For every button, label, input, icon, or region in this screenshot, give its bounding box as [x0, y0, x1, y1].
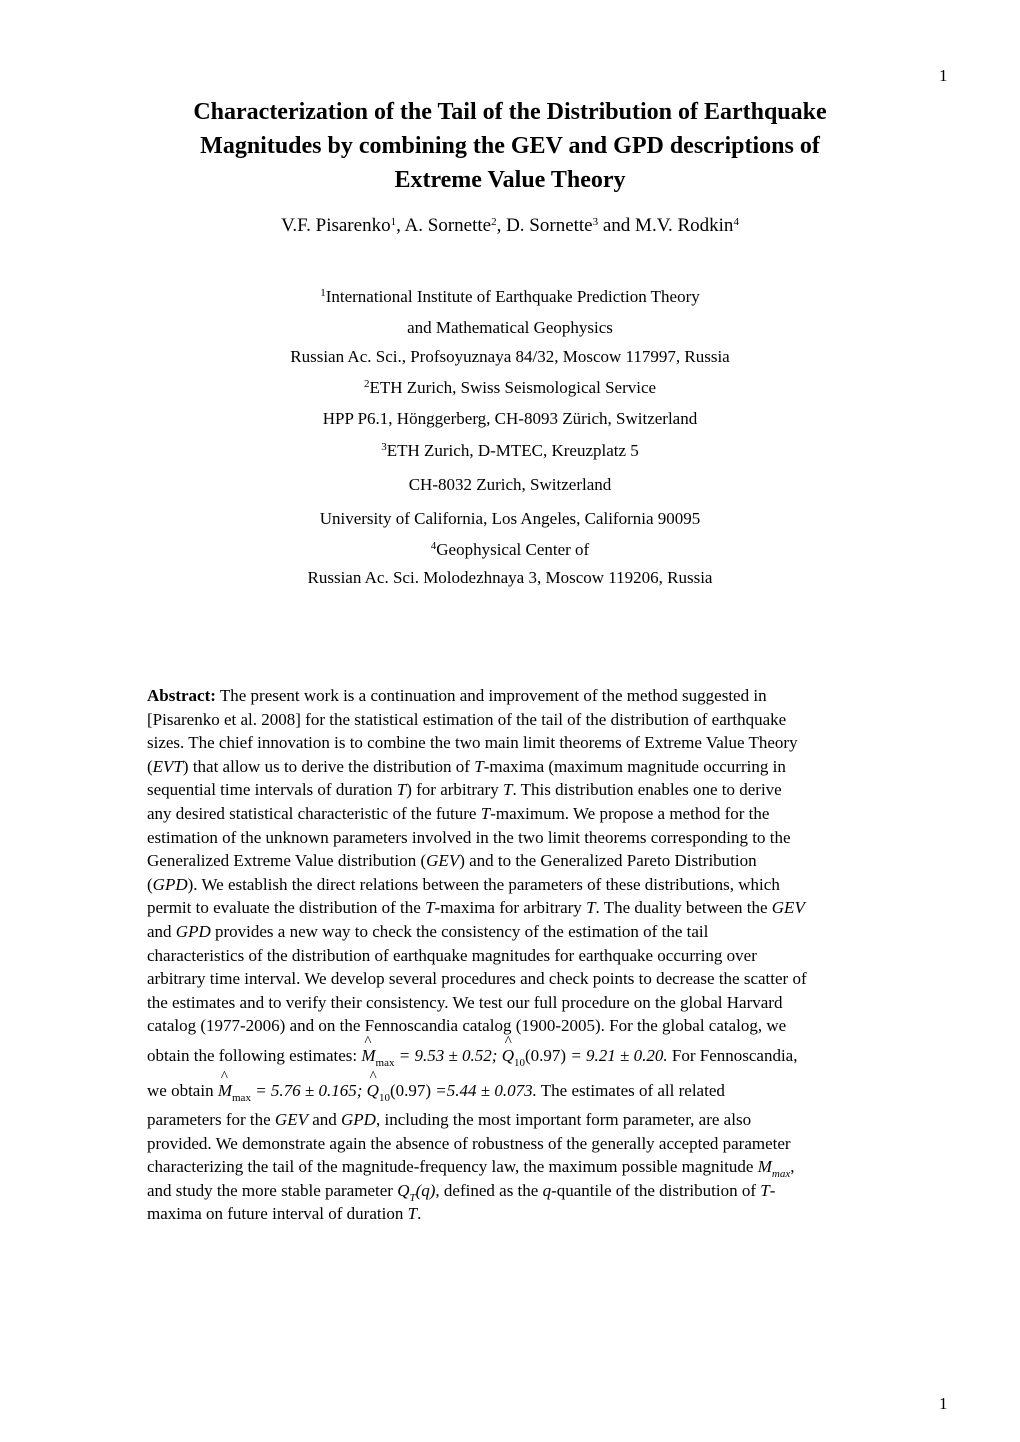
italic-term: T	[396, 780, 407, 800]
affiliation-line	[100, 280, 920, 314]
italic-term: T	[474, 756, 484, 776]
math-sub: max	[771, 1168, 791, 1181]
author-affil-mark: 4	[733, 216, 739, 228]
math-sub: T	[409, 1191, 416, 1204]
affil-text: Geophysical Center of	[436, 539, 590, 559]
abstract-line: arbitrary time interval. We develop several procedures and check points to decrease the scatter of	[147, 969, 807, 989]
affiliation-line: HPP P6.1, Hönggerberg, CH-8093 Zürich, Switzerland	[322, 409, 698, 428]
author-affil-mark: 1	[390, 216, 397, 228]
abstract-line: estimation of the unknown parameters involved in the two limit theorems corresponding to the	[147, 827, 791, 847]
affil-text: ETH Zurich, D-MTEC, Kreuzplatz 5	[386, 440, 639, 460]
paper-title	[100, 95, 920, 197]
affiliation-line: Russian Ac. Sci. Molodezhnaya 3, Moscow 119206, Russia	[307, 568, 713, 587]
abstract-line	[147, 755, 951, 779]
text: (	[147, 756, 153, 776]
abstract-line	[147, 802, 951, 826]
abstract-line: provided. We demonstrate again the absence of robustness of the generally accepted parameter	[147, 1133, 791, 1153]
math-sub: max	[232, 1091, 251, 1104]
affiliation-line	[100, 434, 920, 468]
author: , D. Sornette	[496, 215, 593, 236]
author: and M.V. Rodkin	[598, 215, 734, 236]
math-sub: 10	[378, 1091, 390, 1104]
math-q-hat: ^ Q	[502, 1038, 514, 1073]
italic-term: Q	[397, 1180, 410, 1200]
abstract-line	[147, 1073, 951, 1108]
math-sub: 10	[513, 1056, 525, 1069]
abstract-line	[147, 873, 951, 897]
affil-text: International Institute of Earthquake Prediction Theory	[325, 287, 700, 306]
text: (	[147, 874, 153, 894]
italic-term: T	[480, 803, 491, 823]
italic-term: T	[760, 1180, 770, 1200]
abstract-line	[147, 684, 951, 708]
abstract-line	[147, 1179, 951, 1203]
text: ,	[790, 1157, 795, 1177]
affiliation-line	[100, 536, 920, 565]
title-line: Magnitudes by combining the GEV and GPD descriptions of	[200, 133, 820, 159]
text: . This distribution enables one to derive	[512, 780, 782, 800]
affil-mark: 3	[381, 440, 387, 453]
abstract-line	[147, 920, 951, 944]
text: any desired statistical characteristic of the future	[147, 803, 481, 823]
title-line: Extreme Value Theory	[394, 167, 626, 193]
abstract-line: catalog (1977-2006) and on the Fennoscandia catalog (1900-2005). For the global catalog, we	[147, 1016, 787, 1036]
italic-term: T	[586, 898, 596, 918]
text: ). We establish the direct relations between the parameters of these distributions, which	[187, 874, 780, 894]
affiliation-line: Russian Ac. Sci., Profsoyuznaya 84/32, Moscow 117997, Russia	[290, 346, 730, 366]
text: obtain the following estimates:	[147, 1045, 362, 1065]
italic-term: q	[542, 1180, 552, 1200]
text: -maxima for arbitrary	[434, 898, 587, 918]
text: -maximum. We propose a method for the	[490, 803, 770, 823]
text: . The duality between the	[595, 898, 772, 918]
abstract-line	[147, 1155, 951, 1179]
text: parameters for the	[147, 1109, 275, 1129]
italic-term: EVT	[152, 756, 183, 776]
italic-term: GEV	[771, 898, 805, 918]
italic-term: GPD	[175, 921, 211, 941]
text: -maxima (maximum magnitude occurring in	[483, 756, 786, 776]
text: and study the more stable parameter	[147, 1180, 398, 1200]
affiliation-line: University of California, Los Angeles, California 90095	[319, 508, 701, 528]
text: .	[417, 1204, 422, 1224]
italic-term: GPD	[152, 874, 188, 894]
text: For Fennoscandia,	[667, 1045, 798, 1065]
text: , including the most important form parameter, are also	[375, 1109, 752, 1129]
author-affil-mark: 3	[592, 216, 599, 228]
text: and	[307, 1109, 342, 1129]
math-sub: max	[375, 1056, 395, 1069]
abstract-line: the estimates and to verify their consistency. We test our full procedure on the global Harvard	[147, 992, 783, 1012]
italic-term: T	[407, 1204, 418, 1224]
text: maxima on future interval of duration	[147, 1204, 408, 1224]
italic-term: GEV	[274, 1109, 308, 1129]
affiliation-line	[100, 371, 920, 405]
title-line: Characterization of the Tail of the Distribution of Earthquake	[193, 99, 827, 125]
italic-term: (q)	[415, 1180, 436, 1200]
text: characterizing the tail of the magnitude-frequency law, the maximum possible magnitude	[147, 1157, 758, 1177]
text: ) that allow us to derive the distribution of	[182, 756, 475, 776]
text: Generalized Extreme Value distribution (	[147, 851, 427, 871]
math-q-hat: ^ Q	[367, 1073, 379, 1108]
text: -quantile of the distribution of	[551, 1180, 761, 1200]
text: ) and to the Generalized Pareto Distribution	[459, 851, 757, 871]
affiliation-line: CH-8032 Zurich, Switzerland	[408, 474, 612, 494]
author-list	[100, 213, 920, 239]
abstract-label: Abstract:	[147, 686, 216, 705]
abstract-line	[147, 778, 951, 802]
abstract-line: sizes. The chief innovation is to combine the two main limit theorems of Extreme Value Theory	[147, 733, 798, 753]
math-m-hat: ^ M	[361, 1038, 375, 1073]
author: , A. Sornette	[396, 215, 492, 236]
affil-mark: 4	[430, 539, 437, 552]
text: permit to evaluate the distribution of the	[147, 898, 426, 918]
text: The estimates of all related	[536, 1080, 725, 1100]
abstract-line	[147, 896, 951, 920]
italic-term: GPD	[341, 1109, 376, 1129]
abstract-line	[147, 849, 951, 873]
italic-term: GEV	[426, 851, 460, 871]
text: and	[147, 921, 176, 941]
author-affil-mark: 2	[491, 216, 497, 228]
text: The present work is a continuation and improvement of the method suggested in	[215, 686, 767, 705]
affiliations	[100, 280, 920, 593]
italic-term: T	[502, 780, 513, 800]
text: , defined as the	[435, 1180, 543, 1200]
abstract-line: [Pisarenko et al. 2008] for the statistical estimation of the tail of the distribution of earthquake	[147, 709, 787, 729]
affil-text: ETH Zurich, Swiss Seismological Service	[369, 378, 657, 397]
math-arg: (0.97)	[524, 1045, 567, 1065]
math-value: =5.44 ± 0.073.	[431, 1080, 537, 1100]
text: -	[769, 1180, 776, 1200]
text: sequential time intervals of duration	[147, 780, 397, 800]
abstract-line	[147, 1038, 951, 1073]
math-value: = 9.21 ± 0.20.	[566, 1045, 668, 1065]
abstract	[147, 684, 951, 1226]
text: provides a new way to check the consistency of the estimation of the tail	[210, 921, 709, 941]
abstract-line	[147, 1108, 951, 1132]
affiliation-line: and Mathematical Geophysics	[407, 318, 613, 337]
page-number-bottom: 1	[939, 1394, 948, 1413]
abstract-line	[147, 1202, 951, 1226]
author: V.F. Pisarenko	[281, 215, 391, 236]
affil-mark: 2	[363, 378, 370, 390]
math-value: = 5.76 ± 0.165;	[250, 1080, 367, 1100]
abstract-line: characteristics of the distribution of earthquake magnitudes for earthquake occurring over	[147, 945, 757, 965]
italic-term: T	[425, 898, 435, 918]
math-value: = 9.53 ± 0.52;	[394, 1045, 502, 1065]
italic-term: M	[757, 1157, 772, 1177]
text: ) for arbitrary	[406, 780, 503, 800]
text: we obtain	[147, 1080, 218, 1100]
affil-mark: 1	[320, 287, 326, 299]
page-number-top: 1	[939, 66, 948, 85]
math-m-hat: ^ M	[218, 1073, 232, 1108]
math-arg: (0.97)	[389, 1080, 432, 1100]
